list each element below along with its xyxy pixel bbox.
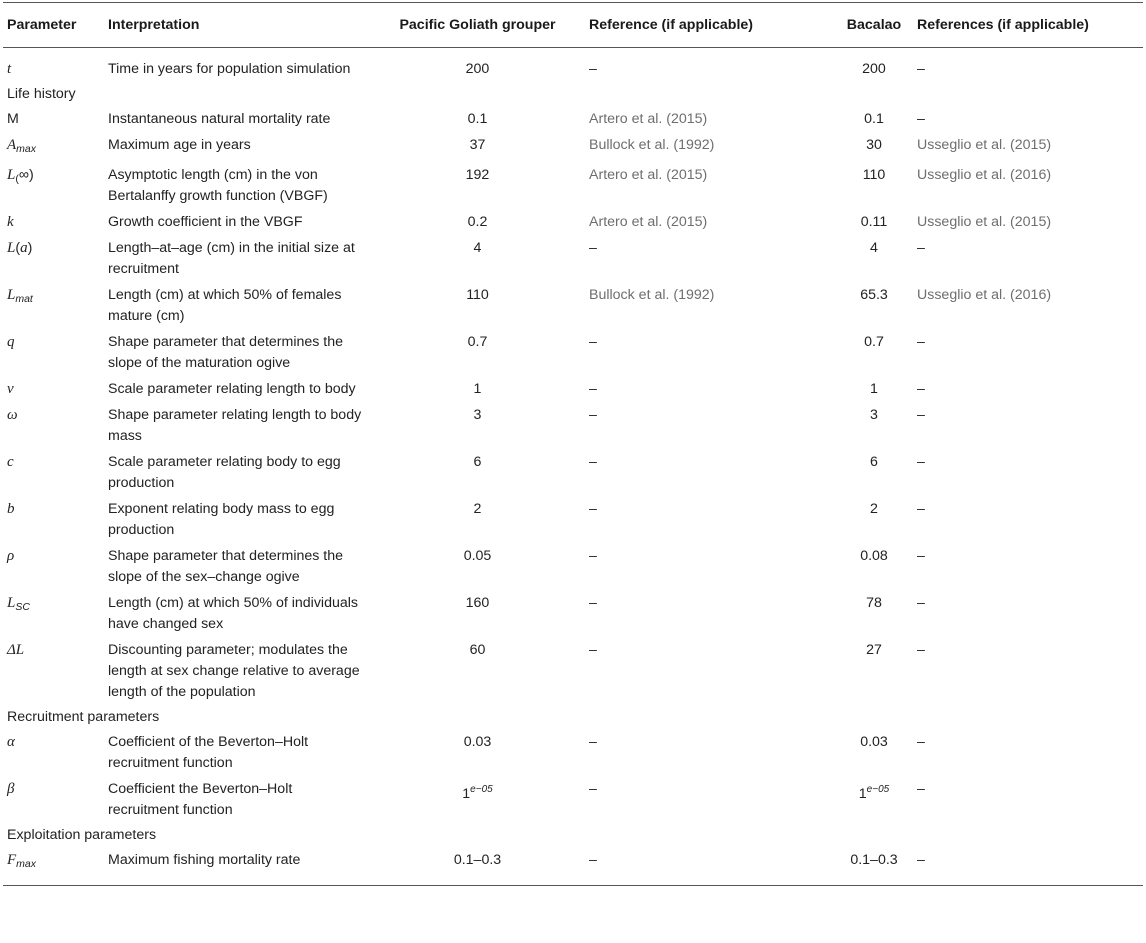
bacalao-reference: – — [913, 847, 1143, 886]
header-interpretation: Interpretation — [104, 3, 370, 48]
bacalao-value: 200 — [862, 61, 886, 77]
param-symbol: $L_{mat}$ — [7, 287, 33, 305]
param-symbol: ΔL — [7, 642, 25, 658]
grouper-reference: Bullock et al. (1992) — [589, 137, 715, 153]
grouper-value: 200 — [465, 61, 490, 77]
grouper-reference: – — [589, 781, 597, 797]
param-symbol: α — [7, 734, 15, 750]
param-symbol: ρ — [7, 548, 15, 564]
param-interpretation: Growth coefficient in the VBGF — [108, 214, 303, 230]
bacalao-reference: – — [917, 734, 925, 750]
grouper-reference: – — [585, 847, 835, 886]
grouper-reference: Artero et al. (2015) — [589, 167, 708, 183]
param-interpretation: Coefficient of the Beverton–Holt recruitment function — [108, 734, 309, 771]
grouper-reference: – — [589, 240, 597, 256]
bacalao-value: $1^{e-05}$ — [858, 784, 890, 802]
bacalao-reference: Usseglio et al. (2015) — [917, 137, 1052, 153]
header-row — [3, 3, 1143, 48]
bacalao-reference: – — [917, 381, 925, 397]
table-row-t — [3, 48, 1143, 83]
bacalao-value: 78 — [866, 595, 882, 611]
table-row-Lsc — [3, 590, 1143, 637]
param-interpretation: Length (cm) at which 50% of individuals have changed sex — [108, 595, 358, 632]
grouper-reference: – — [589, 381, 597, 397]
table-row-alpha — [3, 729, 1143, 776]
bacalao-value: 0.08 — [860, 548, 888, 564]
grouper-reference: – — [589, 501, 597, 517]
grouper-reference: – — [589, 548, 597, 564]
bacalao-reference: – — [917, 407, 925, 423]
bacalao-reference: – — [917, 501, 925, 517]
section-title: Recruitment parameters — [7, 709, 160, 725]
bacalao-reference: – — [917, 781, 925, 797]
header-reference: Reference (if applicable) — [585, 3, 835, 48]
param-interpretation: Instantaneous natural mortality rate — [108, 111, 331, 127]
grouper-value: 2 — [473, 501, 482, 517]
section-title: Exploitation parameters — [7, 827, 157, 843]
param-interpretation: Length–at–age (cm) in the initial size at recruitment — [108, 240, 355, 277]
bacalao-reference: – — [917, 61, 925, 77]
bacalao-value: 30 — [866, 137, 882, 153]
grouper-reference: Artero et al. (2015) — [589, 214, 708, 230]
bacalao-value: 4 — [870, 240, 878, 256]
bacalao-value: 3 — [870, 407, 878, 423]
header-grouper: Pacific Goliath grouper — [370, 3, 585, 48]
grouper-value: 1 — [473, 381, 482, 397]
bacalao-value: 0.1 — [864, 111, 884, 127]
section-row-recruitment — [3, 705, 1143, 729]
param-interpretation: Exponent relating body mass to egg production — [108, 501, 335, 538]
header-parameter: Parameter — [3, 3, 104, 48]
bacalao-value: 6 — [870, 454, 878, 470]
table-row-k — [3, 209, 1143, 235]
param-interpretation: Asymptotic length (cm) in the von Bertalanffy growth function (VBGF) — [108, 167, 328, 204]
param-symbol: $F_{max}$ — [3, 847, 104, 886]
bacalao-reference: – — [917, 240, 925, 256]
param-symbol: L(a) — [7, 240, 33, 256]
bacalao-reference: – — [917, 642, 925, 658]
param-interpretation: Time in years for population simulation — [108, 61, 351, 77]
param-symbol: M — [7, 111, 19, 127]
grouper-value: 160 — [465, 595, 490, 611]
param-symbol: q — [7, 334, 15, 350]
section-row-exploitation — [3, 823, 1143, 847]
parameter-table — [3, 2, 1143, 886]
bacalao-value: 1 — [870, 381, 878, 397]
table-row-Linf — [3, 162, 1143, 209]
param-interpretation: Maximum age in years — [108, 137, 251, 153]
param-interpretation: Length (cm) at which 50% of females mature (cm) — [108, 287, 342, 324]
table-row-La — [3, 235, 1143, 282]
bacalao-value: 65.3 — [860, 287, 888, 303]
param-symbol: β — [7, 781, 15, 797]
grouper-value: 0.1 — [467, 111, 488, 127]
table-row-q — [3, 329, 1143, 376]
bacalao-reference: – — [917, 548, 925, 564]
table-row-Amax — [3, 132, 1143, 162]
grouper-value: 3 — [473, 407, 482, 423]
bacalao-value: 0.03 — [860, 734, 888, 750]
param-symbol: c — [7, 454, 14, 470]
grouper-reference: – — [589, 642, 597, 658]
param-interpretation: Shape parameter that determines the slope of the sex–change ogive — [108, 548, 344, 585]
grouper-value: 6 — [473, 454, 482, 470]
grouper-reference: – — [589, 407, 597, 423]
header-bacalao: Bacalao — [835, 3, 913, 48]
grouper-reference: – — [589, 334, 597, 350]
param-symbol: k — [7, 214, 14, 230]
param-symbol: ω — [7, 407, 18, 423]
param-symbol: ν — [7, 381, 14, 397]
grouper-value: 192 — [465, 167, 490, 183]
table-row-dL — [3, 637, 1143, 705]
section-row-life-history — [3, 82, 1143, 106]
param-symbol: $L_(\infty$) — [7, 167, 34, 185]
grouper-value: 60 — [469, 642, 486, 658]
bacalao-value: 0.11 — [860, 214, 888, 230]
section-title: Life history — [7, 86, 76, 102]
bacalao-reference: Usseglio et al. (2016) — [917, 287, 1052, 303]
table-header — [3, 3, 1143, 48]
grouper-reference: Artero et al. (2015) — [589, 111, 708, 127]
grouper-reference: – — [589, 454, 597, 470]
table-row-nu — [3, 376, 1143, 402]
param-symbol: b — [7, 501, 15, 517]
bacalao-reference: – — [917, 595, 925, 611]
bacalao-value: 0.1–0.3 — [835, 847, 913, 886]
grouper-value: 0.1–0.3 — [370, 847, 585, 886]
grouper-reference: – — [589, 61, 597, 77]
bacalao-reference: – — [917, 111, 925, 127]
grouper-reference: – — [589, 734, 597, 750]
param-interpretation: Shape parameter that determines the slope of the maturation ogive — [108, 334, 344, 371]
grouper-value: $1^{e-05}$ — [462, 784, 493, 802]
table-row-omega — [3, 402, 1143, 449]
bacalao-value: 2 — [870, 501, 878, 517]
param-symbol: $L_{SC}$ — [7, 595, 30, 613]
table-row-beta — [3, 776, 1143, 823]
bacalao-reference: Usseglio et al. (2015) — [917, 214, 1052, 230]
param-interpretation: Scale parameter relating body to egg production — [108, 454, 341, 491]
table-row-Fmax — [3, 847, 1143, 886]
table-row-b — [3, 496, 1143, 543]
grouper-reference: – — [589, 595, 597, 611]
bacalao-value: 27 — [866, 642, 882, 658]
param-interpretation: Maximum fishing mortality rate — [104, 847, 370, 886]
param-interpretation: Discounting parameter; modulates the length at sex change relative to average length of the population — [108, 642, 360, 700]
table-row-c — [3, 449, 1143, 496]
grouper-value: 0.2 — [467, 214, 488, 230]
param-symbol: $A_{max}$ — [7, 137, 37, 155]
bacalao-value: 110 — [862, 167, 886, 183]
bacalao-reference: – — [917, 454, 925, 470]
param-symbol: t — [7, 61, 12, 77]
table-row-rho — [3, 543, 1143, 590]
table-row-M — [3, 106, 1143, 132]
grouper-value: 0.7 — [467, 334, 488, 350]
table-row-Lmat — [3, 282, 1143, 329]
header-references: References (if applicable) — [913, 3, 1143, 48]
param-interpretation: Scale parameter relating length to body — [108, 381, 356, 397]
grouper-value: 0.03 — [463, 734, 492, 750]
bacalao-value: 0.7 — [864, 334, 884, 350]
bacalao-reference: – — [917, 334, 925, 350]
grouper-reference: Bullock et al. (1992) — [589, 287, 715, 303]
bacalao-reference: Usseglio et al. (2016) — [917, 167, 1052, 183]
grouper-value: 0.05 — [463, 548, 492, 564]
grouper-value: 37 — [469, 137, 486, 153]
param-interpretation: Coefficient the Beverton–Holt recruitment function — [108, 781, 293, 818]
grouper-value: 4 — [473, 240, 482, 256]
grouper-value: 110 — [466, 287, 489, 303]
param-interpretation: Shape parameter relating length to body mass — [108, 407, 362, 444]
